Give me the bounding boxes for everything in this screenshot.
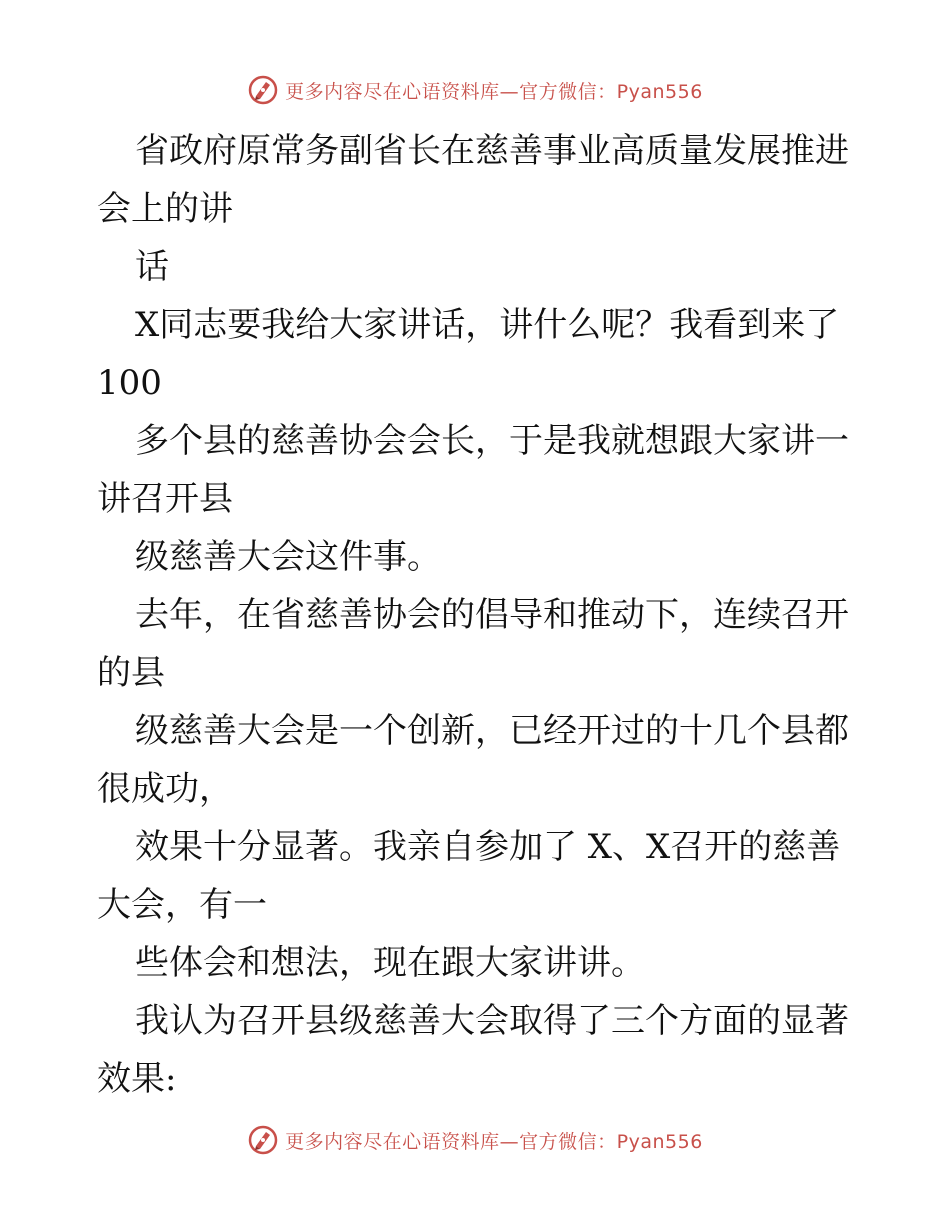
document-body: [97, 122, 857, 1108]
text-line: 效果:: [97, 1059, 177, 1099]
header-watermark: [0, 70, 950, 110]
watermark-group: [247, 74, 703, 106]
pen-logo-icon: [247, 1124, 279, 1156]
text-line: 去年，在省慈善协会的倡导和推动下，连续召开: [135, 595, 849, 635]
watermark-group: [247, 1124, 703, 1156]
text-line: 多个县的慈善协会会长，于是我就想跟大家讲一: [135, 421, 849, 461]
text-line: 话: [135, 247, 169, 287]
pen-logo-icon: [247, 74, 279, 106]
watermark-text: 更多内容尽在心语资料库—官方微信：Pyan556: [285, 80, 703, 103]
text-line: 的县: [97, 653, 165, 693]
text-line: 级慈善大会这件事。: [135, 537, 441, 577]
text-line: 大会，有一: [97, 885, 267, 925]
text-line: 很成功，: [97, 769, 233, 809]
text-line: 我认为召开县级慈善大会取得了三个方面的显著: [135, 1001, 849, 1041]
text-line: 效果十分显著。我亲自参加了 X、X召开的慈善: [135, 827, 841, 867]
text-line: 省政府原常务副省长在慈善事业高质量发展推进: [135, 131, 849, 171]
text-line: 些体会和想法，现在跟大家讲讲。: [135, 943, 645, 983]
text-line: X同志要我给大家讲话，讲什么呢？我看到来了: [135, 305, 840, 345]
text-line: 会上的讲: [97, 189, 233, 229]
footer-watermark: [0, 1120, 950, 1160]
text-line: 100: [97, 363, 162, 403]
text-line: 级慈善大会是一个创新，已经开过的十几个县都: [135, 711, 849, 751]
text-line: 讲召开县: [97, 479, 233, 519]
watermark-text: 更多内容尽在心语资料库—官方微信：Pyan556: [285, 1130, 703, 1153]
